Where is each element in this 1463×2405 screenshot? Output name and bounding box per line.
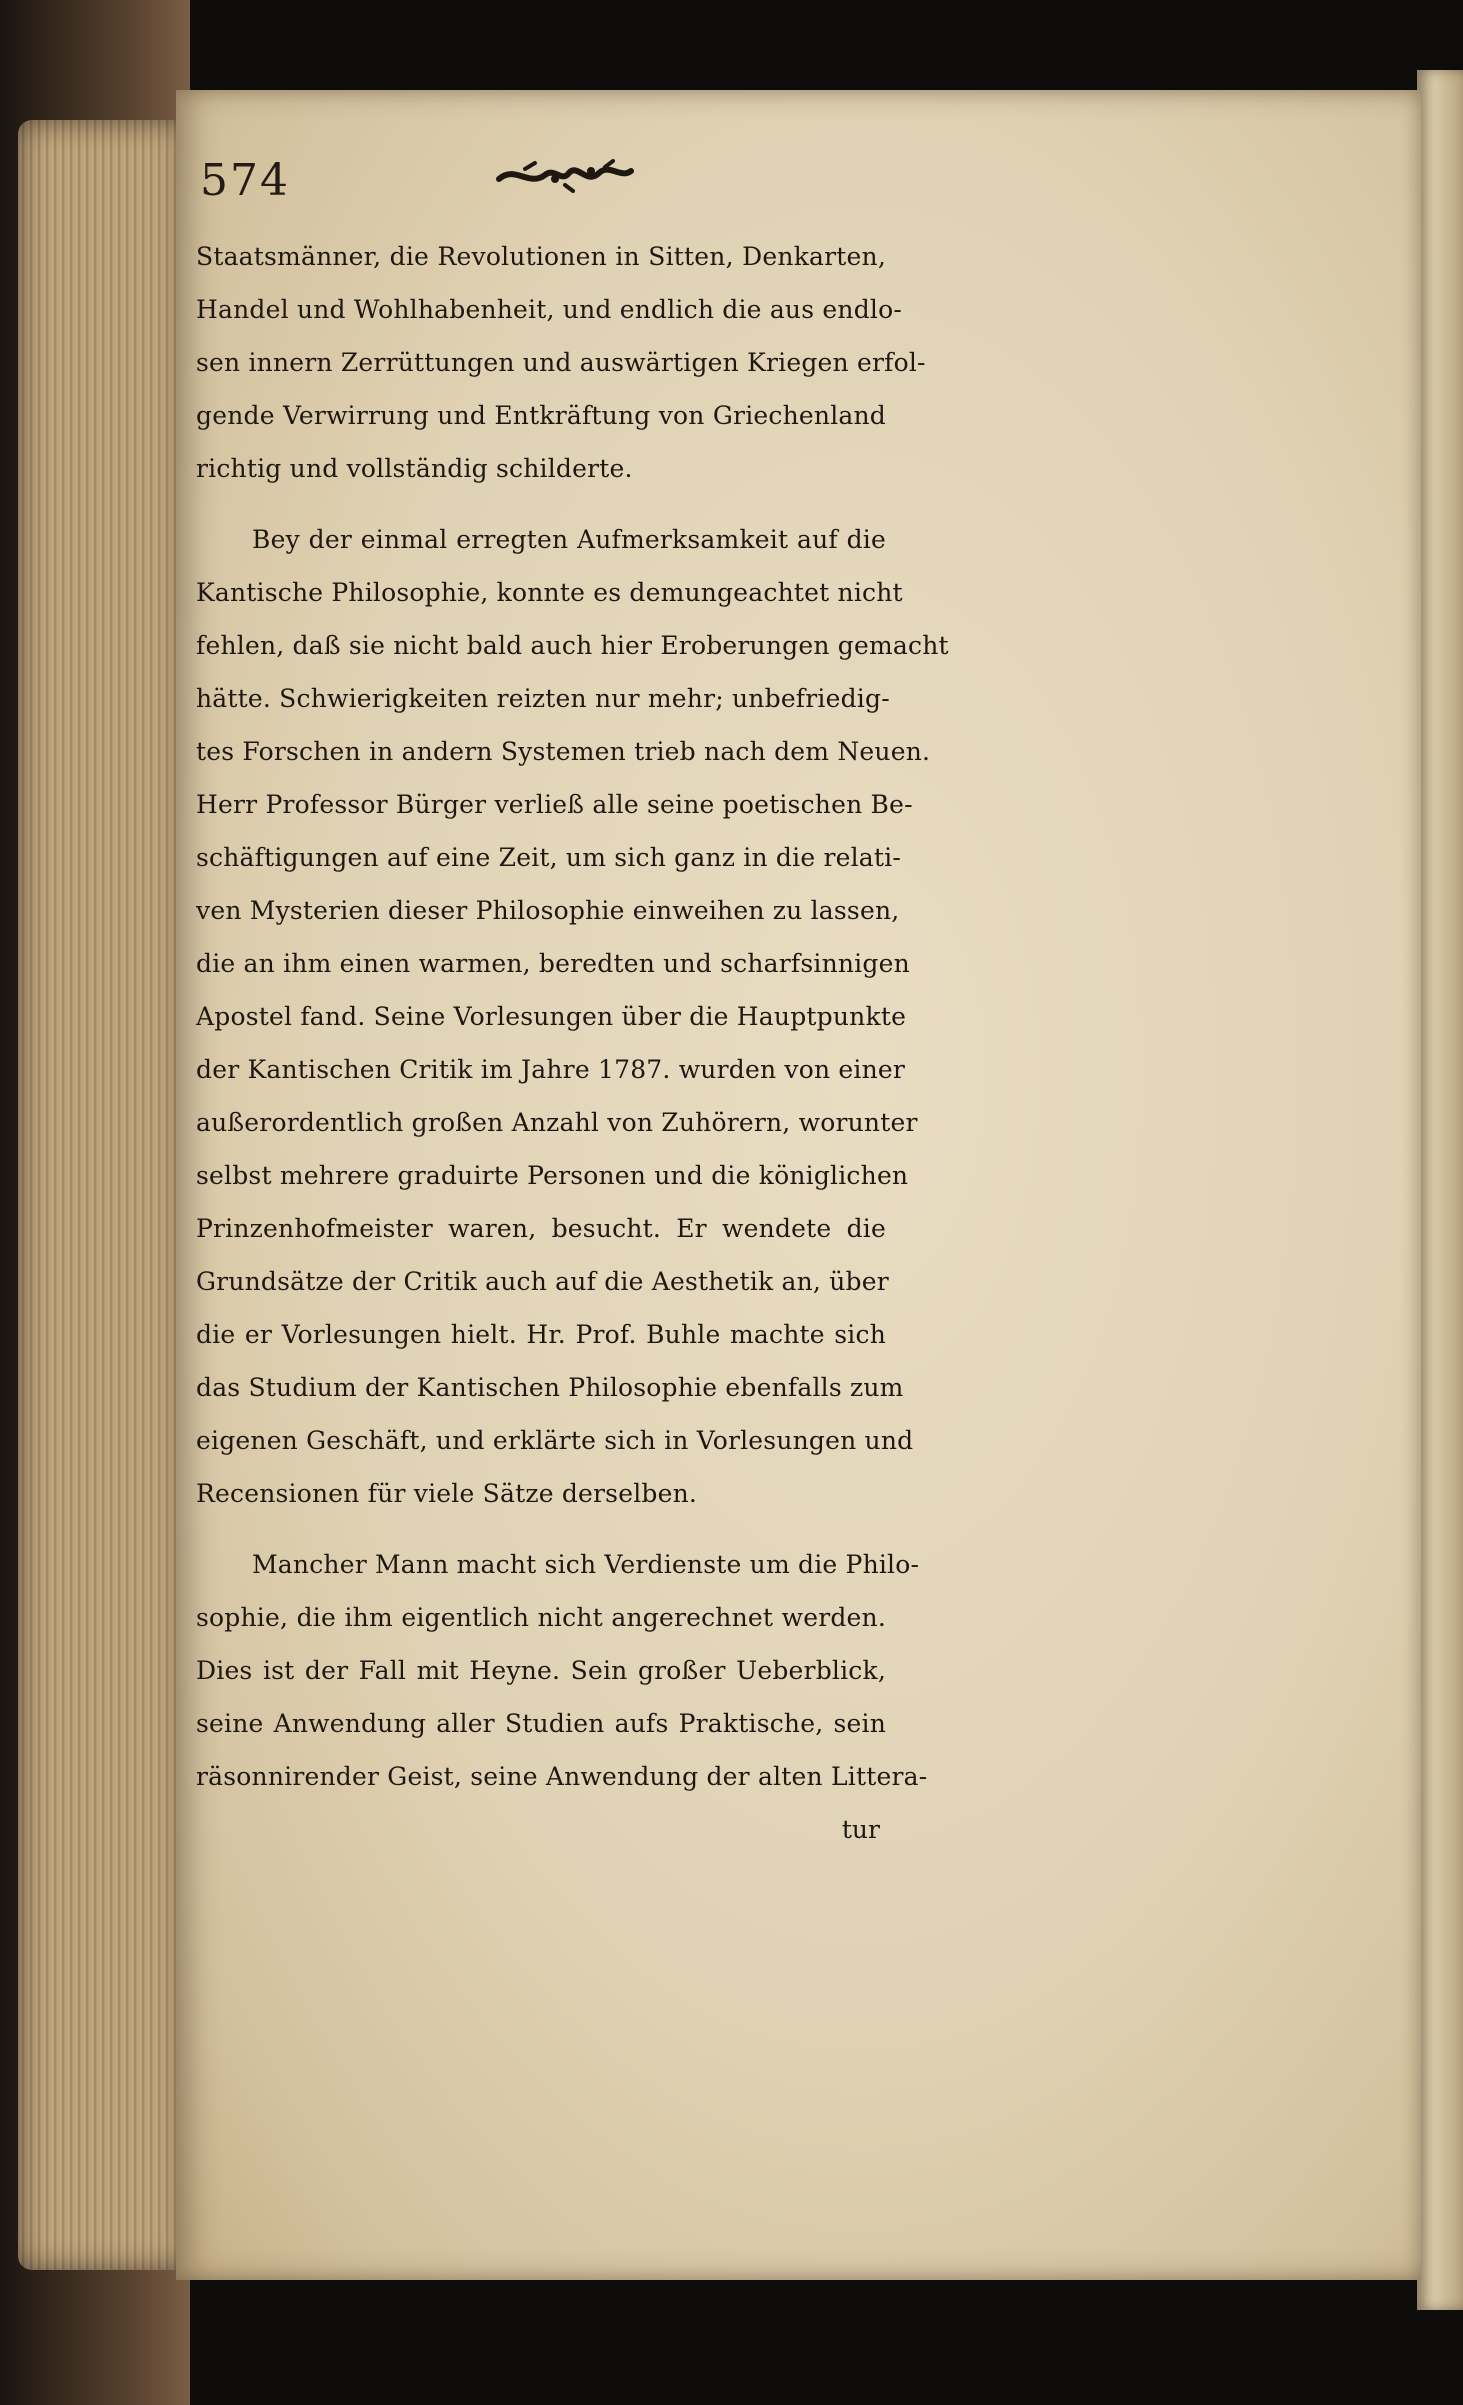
facing-page-edge bbox=[1417, 70, 1463, 2310]
text-line: schäftigungen auf eine Zeit, um sich ganz in die relati- bbox=[196, 843, 901, 872]
text-line: Recensionen für viele Sätze derselben. bbox=[196, 1479, 698, 1508]
text-line: sophie, die ihm eigentlich nicht angerechnet werden. bbox=[196, 1603, 886, 1632]
text-line: Dies ist der Fall mit Heyne. Sein großer Ueberblick, bbox=[196, 1656, 886, 1685]
text-line: Bey der einmal erregten Aufmerksamkeit auf die bbox=[252, 525, 886, 554]
text-line: eigenen Geschäft, und erklärte sich in Vorlesungen und bbox=[196, 1426, 914, 1455]
text-line: richtig und vollständig schilderte. bbox=[196, 454, 633, 483]
text-line: seine Anwendung aller Studien aufs Praktische, sein bbox=[196, 1709, 886, 1738]
text-line: das Studium der Kantischen Philosophie ebenfalls zum bbox=[196, 1373, 904, 1402]
page-number: 574 bbox=[200, 155, 290, 206]
text-line: ven Mysterien dieser Philosophie einweihen zu lassen, bbox=[196, 896, 900, 925]
paragraph-2 bbox=[196, 513, 949, 1520]
text-line: tes Forschen in andern Systemen trieb nach dem Neuen. bbox=[196, 737, 931, 766]
text-line: Prinzenhofmeister waren, besucht. Er wendete die bbox=[196, 1214, 886, 1243]
text-line: Handel und Wohlhabenheit, und endlich die aus endlo- bbox=[196, 295, 902, 324]
text-line: sen innern Zerrüttungen und auswärtigen Kriegen erfol- bbox=[196, 348, 926, 377]
text-line: hätte. Schwierigkeiten reizten nur mehr; unbefriedig- bbox=[196, 684, 890, 713]
text-line: außerordentlich großen Anzahl von Zuhörern, worunter bbox=[196, 1108, 918, 1137]
paragraph-1 bbox=[196, 230, 926, 495]
text-line: fehlen, daß sie nicht bald auch hier Eroberungen gemacht bbox=[196, 631, 949, 660]
paragraph-3 bbox=[196, 1538, 928, 1803]
text-line: die an ihm einen warmen, beredten und scharfsinnigen bbox=[196, 949, 910, 978]
text-line: der Kantischen Critik im Jahre 1787. wurden von einer bbox=[196, 1055, 906, 1084]
body-text bbox=[196, 230, 949, 1856]
text-line: selbst mehrere graduirte Personen und die königlichen bbox=[196, 1161, 909, 1190]
text-line: räsonnirender Geist, seine Anwendung der alten Littera- bbox=[196, 1762, 928, 1791]
text-line: Staatsmänner, die Revolutionen in Sitten, Denkarten, bbox=[196, 242, 886, 271]
text-line: Mancher Mann macht sich Verdienste um die Philo- bbox=[252, 1550, 920, 1579]
text-line: Kantische Philosophie, konnte es demungeachtet nicht bbox=[196, 578, 903, 607]
page-edges bbox=[18, 120, 188, 2270]
text-line: Grundsätze der Critik auch auf die Aesthetik an, über bbox=[196, 1267, 889, 1296]
text-line: Herr Professor Bürger verließ alle seine poetischen Be- bbox=[196, 790, 913, 819]
text-line: die er Vorlesungen hielt. Hr. Prof. Buhle machte sich bbox=[196, 1320, 886, 1349]
text-line: Apostel fand. Seine Vorlesungen über die Hauptpunkte bbox=[196, 1002, 907, 1031]
decorative-ornament-icon bbox=[495, 157, 635, 197]
page-header bbox=[200, 155, 880, 225]
catchword: tur bbox=[841, 1815, 880, 1844]
text-line: gende Verwirrung und Entkräftung von Griechenland bbox=[196, 401, 886, 430]
